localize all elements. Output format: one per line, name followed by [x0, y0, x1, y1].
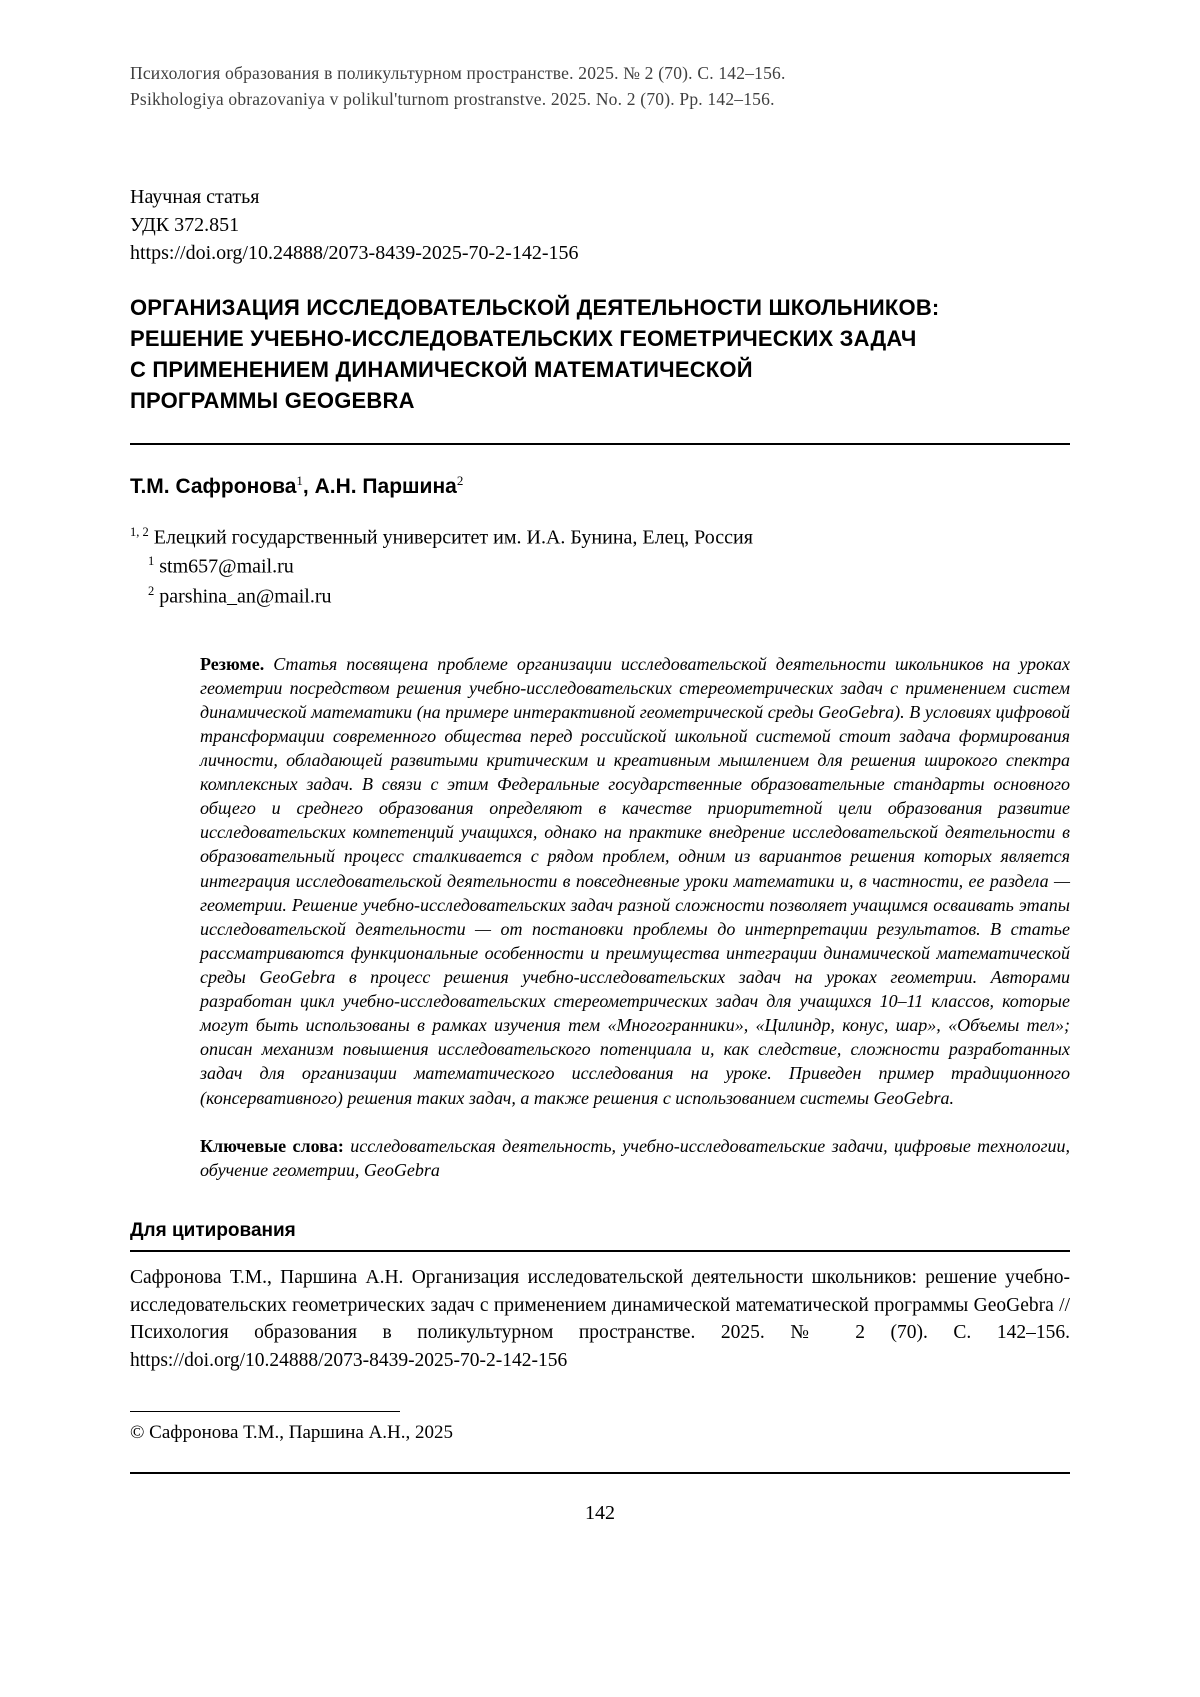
author-name: А.Н. Паршина [314, 474, 457, 498]
keywords-label: Ключевые слова: [200, 1135, 344, 1156]
affiliation-block [130, 523, 1070, 612]
article-title: ОРГАНИЗАЦИЯ ИССЛЕДОВАТЕЛЬСКОЙ ДЕЯТЕЛЬНОСТИ ШКОЛЬНИКОВ: РЕШЕНИЕ УЧЕБНО-ИССЛЕДОВАТЕЛЬСКИХ ГЕОМЕТРИЧЕСКИХ ЗАДАЧ С ПРИМЕНЕНИЕМ ДИНАМИЧЕСКОЙ МАТЕМАТИЧЕСКОЙ ПРОГРАММЫ GEOGEBRA [130, 294, 940, 414]
author-name: Т.М. Сафронова [130, 474, 297, 498]
email-address: parshina_an@mail.ru [159, 585, 332, 608]
footnote-divider [130, 1411, 400, 1412]
journal-header [130, 60, 1070, 113]
email-address: stm657@mail.ru [159, 555, 294, 578]
doi-link[interactable]: https://doi.org/10.24888/2073-8439-2025-70-2-142-156 [130, 242, 579, 265]
author-superscript: 1 [296, 472, 303, 488]
affiliation-text: Елецкий государственный университет им. И.А. Бунина, Елец, Россия [153, 526, 753, 549]
citation-divider [130, 1250, 1070, 1252]
udc-number: УДК 372.851 [130, 213, 240, 236]
authors-line [130, 473, 1070, 499]
email-superscript: 2 [148, 583, 155, 598]
keywords [200, 1134, 1070, 1182]
abstract [200, 652, 1070, 1110]
citation-section [130, 1220, 1070, 1375]
affiliation [130, 523, 1070, 553]
journal-header-en: Psikhologiya obrazovaniya v polikul'turnom prostranstve. 2025. No. 2 (70). Pp. 142–156. [130, 89, 775, 110]
title-divider [130, 443, 1070, 445]
abstract-text: Статья посвящена проблеме организации исследовательской деятельности школьников на уроках геометрии посредством решения учебно-исследовательских стереометрических задач с применением систем динамической математики (на примере интерактивной геометрической среды GeoGebra). В условиях цифровой трансформации современного общества перед российской школьной системой стоит задача формирования личности, обладающей развитыми критическим и креативным мышлением для решения широкого спектра комплексных задач. В связи с этим Федеральные государственные образовательные стандарты основного общего и среднего образования определяют в качестве приоритетной цели образования развитие исследовательских компетенций учащихся, однако на практике внедрение исследовательской деятельности в образовательный процесс сталкивается с рядом проблем, одним из вариантов решения которых является интеграция исследовательской деятельности в повседневные уроки математики и, в частности, ее раздела — геометрии. Решение учебно-исследовательских задач разной сложности позволяет учащимся осваивать этапы исследовательской деятельности — от постановки проблемы до интерпретации результатов. В статье рассматриваются функциональные особенности и преимущества интеграции динамической математической среды GeoGebra в процесс решения учебно-исследовательских задач на уроках геометрии. Авторами разработан цикл учебно-исследовательских стереометрических задач для учащихся 10–11 классов, которые могут быть использованы в рамках изучения тем «Многогранники», «Цилиндр, конус, шар», «Объемы тел»; описан механизм повышения исследовательского потенциала и, как следствие, сложности разработанных задач для организации математического исследования на уроке. Приведен пример традиционного (консервативного) решения таких задач, а также решения с использованием системы GeoGebra. [200, 653, 1071, 1108]
keywords-text: исследовательская деятельность, учебно-исследовательские задачи, цифровые технологии, обучение геометрии, GeoGebra [200, 1135, 1070, 1180]
author-superscript: 2 [456, 472, 464, 488]
citation-heading: Для цитирования [130, 1219, 296, 1241]
affiliation-superscript: 1, 2 [130, 524, 149, 539]
authors-separator: , [302, 474, 315, 498]
footer-divider [130, 1472, 1070, 1474]
page-number: 142 [585, 1501, 615, 1524]
journal-header-ru: Психология образования в поликультурном пространстве. 2025. № 2 (70). С. 142–156. [130, 63, 786, 83]
article-type-label: Научная статья [130, 185, 260, 208]
article-meta [130, 183, 1070, 268]
citation-text: Сафронова Т.М., Паршина А.Н. Организация исследовательской деятельности школьников: решение учебно-исследовательских геометрических задач с применением динамической математической программы GeoGebra // Психология образования в поликультурном пространстве. 2025. № 2 (70). С. 142–156. https://doi.org/10.24888/2073-8439-2025-70-2-142-156 [130, 1266, 1070, 1371]
email-superscript: 1 [148, 554, 155, 569]
email-item [148, 552, 1070, 582]
email-item [148, 582, 1070, 612]
abstract-label: Резюме. [200, 653, 265, 674]
copyright-line: © Сафронова Т.М., Паршина А.Н., 2025 [130, 1421, 454, 1443]
